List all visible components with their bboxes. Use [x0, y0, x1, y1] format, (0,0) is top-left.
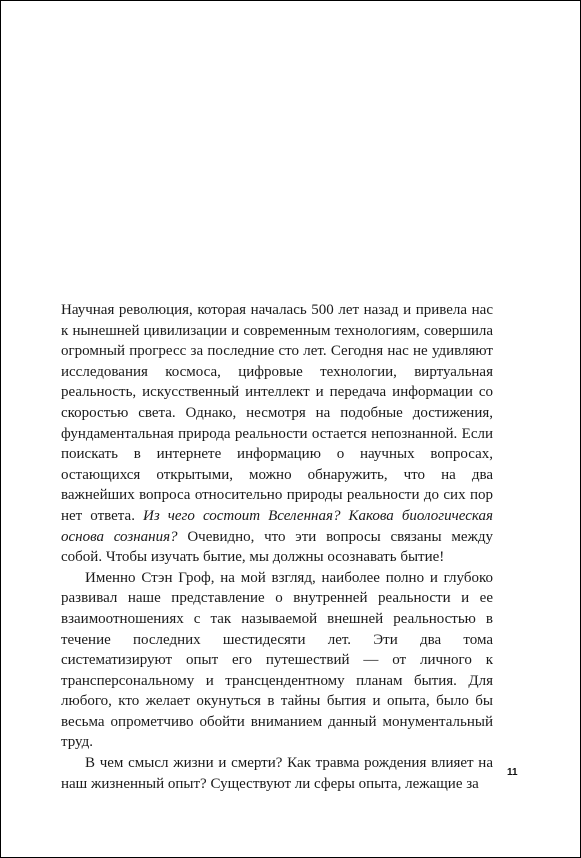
page-number: 11 — [507, 767, 518, 778]
paragraph-1-italic-run: Из чего состоит Вселенная? Какова биологическая основа сознания? — [61, 507, 493, 545]
body-text — [61, 300, 493, 794]
paragraph-2 — [61, 568, 493, 753]
paragraph-3-run-1: В чем смысл жизни и смерти? Как травма рождения влияет на наш жизненный опыт? Существуют ли сферы опыта, лежащие за — [61, 755, 493, 792]
paragraph-1-run-1: Научная революция, которая началась 500 лет назад и привела нас к нынешней цивилизации и современным технологиям, совершила огромный прогресс за последние сто лет. Сегодня нас не удивляют исследования космоса, цифровые технологии, виртуальная реальность, искусственный интеллект и передача информации со скоростью света. Однако, несмотря на подобные достижения, фундаментальная природа реальности остается непознанной. Если поискать в интернете информацию о научных вопросах, остающихся открытыми, можно обнаружить, что на два важнейших вопроса относительно природы реальности до сих пор нет ответа. — [61, 302, 493, 524]
paragraph-2-run-1: Именно Стэн Гроф, на мой взгляд, наиболее полно и глубоко развивал наше представление о внутренней реальности и ее взаимоотношениях с так называемой внешней реальностью в течение последних шестидесяти лет. Эти два тома систематизируют опыт его путешествий — от личного к трансперсональному и трансцендентному планам бытия. Для любого, кто желает окунуться в тайны бытия и опыта, было бы весьма опрометчиво обойти вниманием данный монументальный труд. — [61, 569, 493, 751]
paragraph-1 — [61, 300, 493, 568]
paragraph-3 — [61, 753, 493, 794]
paragraph-1-run-3: Очевидно, что эти вопросы связаны между собой. Чтобы изучать бытие, мы должны осознавать бытие! — [61, 528, 493, 566]
